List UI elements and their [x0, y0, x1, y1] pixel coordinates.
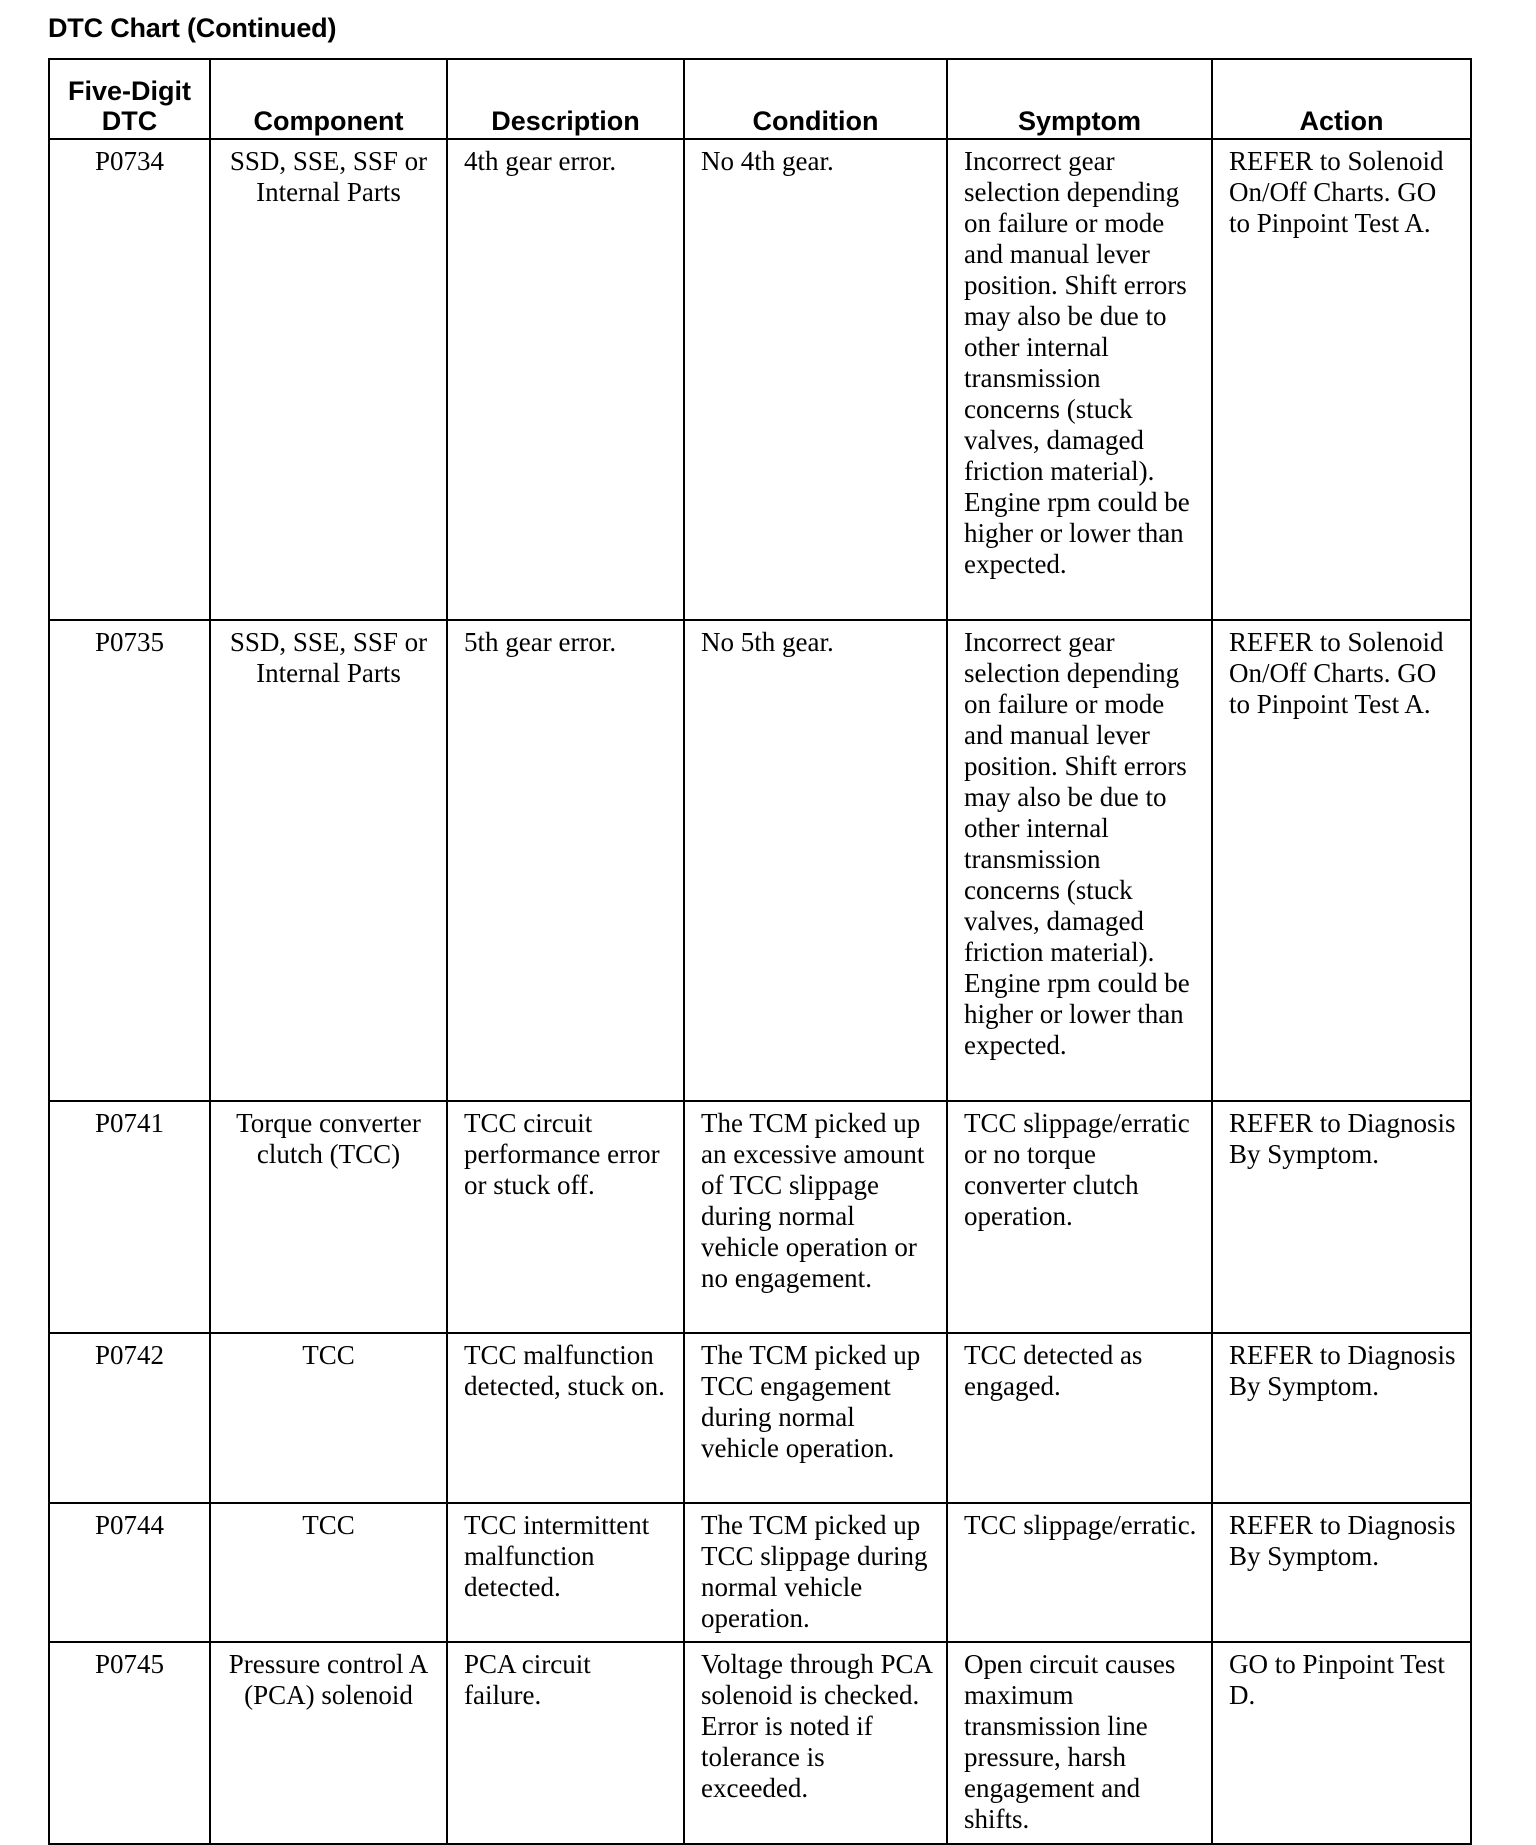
dtc-cell: P0742: [49, 1333, 210, 1503]
action-cell: REFER to Diagnosis By Symptom.: [1212, 1101, 1471, 1333]
table-row-p0735: [49, 620, 1471, 1101]
description-cell: TCC intermittent malfunction detected.: [447, 1503, 684, 1642]
page-title: DTC Chart (Continued): [48, 13, 337, 43]
condition-cell: No 5th gear.: [684, 620, 947, 1101]
action-cell: REFER to Diagnosis By Symptom.: [1212, 1333, 1471, 1503]
component-cell: SSD, SSE, SSF or Internal Parts: [210, 620, 447, 1101]
table-row-p0745: [49, 1642, 1471, 1844]
dtc-chart-table: [48, 58, 1472, 1845]
action-cell: REFER to Solenoid On/Off Charts. GO to Pinpoint Test A.: [1212, 139, 1471, 620]
symptom-cell: TCC slippage/erratic.: [947, 1503, 1212, 1642]
condition-cell: No 4th gear.: [684, 139, 947, 620]
component-cell: TCC: [210, 1503, 447, 1642]
header-five-digit-dtc: Five-Digit DTC: [49, 59, 210, 139]
action-cell: REFER to Diagnosis By Symptom.: [1212, 1503, 1471, 1642]
description-cell: TCC malfunction detected, stuck on.: [447, 1333, 684, 1503]
dtc-cell: P0741: [49, 1101, 210, 1333]
description-cell: 5th gear error.: [447, 620, 684, 1101]
header-symptom: Symptom: [947, 59, 1212, 139]
dtc-cell: P0735: [49, 620, 210, 1101]
symptom-cell: Incorrect gear selection depending on failure or mode and manual lever position. Shift errors may also be due to other internal transmission concerns (stuck valves, damaged friction material). Engine rpm could be higher or lower than expected.: [947, 139, 1212, 620]
symptom-cell: TCC detected as engaged.: [947, 1333, 1212, 1503]
symptom-cell: TCC slippage/erratic or no torque converter clutch operation.: [947, 1101, 1212, 1333]
component-cell: SSD, SSE, SSF or Internal Parts: [210, 139, 447, 620]
dtc-cell: P0734: [49, 139, 210, 620]
symptom-cell: Open circuit causes maximum transmission line pressure, harsh engagement and shifts.: [947, 1642, 1212, 1844]
description-cell: TCC circuit performance error or stuck off.: [447, 1101, 684, 1333]
symptom-cell: Incorrect gear selection depending on failure or mode and manual lever position. Shift errors may also be due to other internal transmission concerns (stuck valves, damaged friction material). Engine rpm could be higher or lower than expected.: [947, 620, 1212, 1101]
header-condition: Condition: [684, 59, 947, 139]
action-cell: REFER to Solenoid On/Off Charts. GO to Pinpoint Test A.: [1212, 620, 1471, 1101]
component-cell: Pressure control A (PCA) solenoid: [210, 1642, 447, 1844]
table-row-p0742: [49, 1333, 1471, 1503]
header-row: [49, 59, 1471, 139]
header-description: Description: [447, 59, 684, 139]
table-row-p0744: [49, 1503, 1471, 1642]
table-header: [49, 59, 1471, 139]
header-action: Action: [1212, 59, 1471, 139]
condition-cell: The TCM picked up TCC slippage during normal vehicle operation.: [684, 1503, 947, 1642]
component-cell: TCC: [210, 1333, 447, 1503]
component-cell: Torque converter clutch (TCC): [210, 1101, 447, 1333]
table-row-p0741: [49, 1101, 1471, 1333]
dtc-cell: P0745: [49, 1642, 210, 1844]
condition-cell: The TCM picked up an excessive amount of TCC slippage during normal vehicle operation or no engagement.: [684, 1101, 947, 1333]
description-cell: PCA circuit failure.: [447, 1642, 684, 1844]
description-cell: 4th gear error.: [447, 139, 684, 620]
condition-cell: The TCM picked up TCC engagement during normal vehicle operation.: [684, 1333, 947, 1503]
table-body: [49, 139, 1471, 1844]
dtc-cell: P0744: [49, 1503, 210, 1642]
action-cell: GO to Pinpoint Test D.: [1212, 1642, 1471, 1844]
table-row-p0734: [49, 139, 1471, 620]
header-component: Component: [210, 59, 447, 139]
condition-cell: Voltage through PCA solenoid is checked. Error is noted if tolerance is exceeded.: [684, 1642, 947, 1844]
